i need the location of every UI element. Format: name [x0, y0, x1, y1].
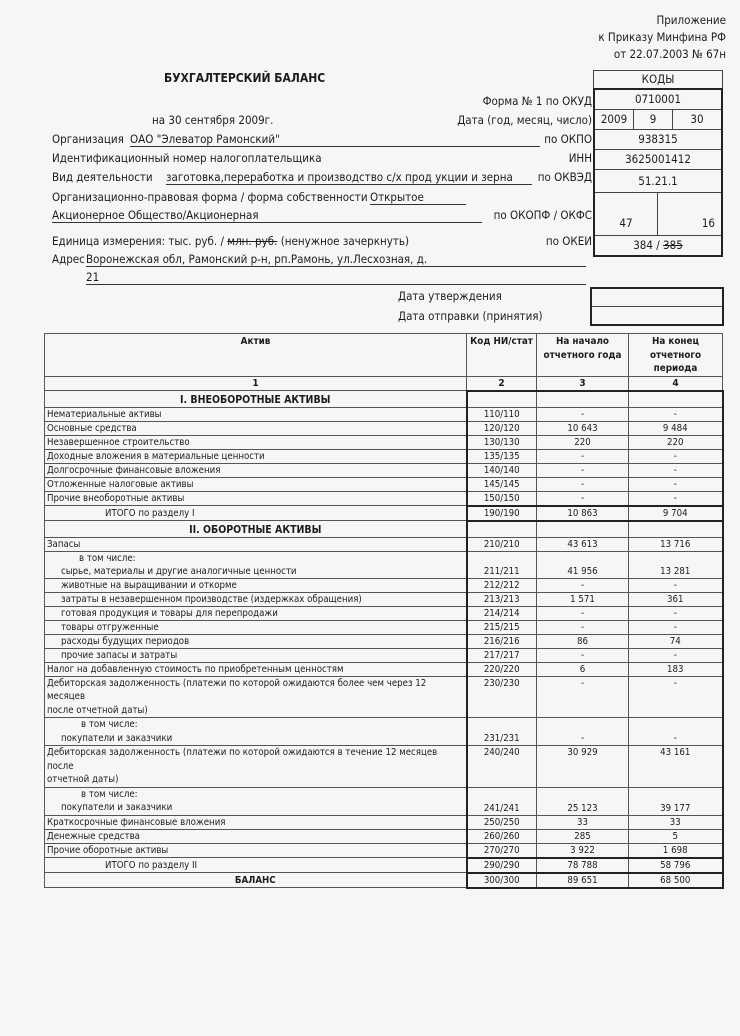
activity-value: заготовка,переработка и производство с/х прод укции и зерна [166, 170, 532, 185]
okud-label: Форма № 1 по ОКУД [482, 94, 592, 108]
inn-text: Идентификационный номер налогоплательщика [52, 151, 322, 165]
total-row-section-1: ИТОГО по разделу I 190/190 10 863 9 704 [45, 506, 723, 521]
codes-box [593, 88, 723, 257]
inn-label: ИНН [568, 151, 592, 165]
table-row: Дебиторская задолженность (платежи по которой ожидаются в течение 12 месяцев после отчетной даты) 240/240 30 929 43 161 [45, 746, 723, 788]
code-inn: 3625001412 [595, 150, 721, 170]
table-row: прочие запасы и затраты 217/217 - - [45, 648, 723, 662]
code-okved: 51.21.1 [595, 170, 721, 193]
header-end: На конец отчетного периода [629, 334, 723, 377]
sent-date-label: Дата отправки (принятия) [398, 309, 543, 323]
annex-line-2: к Приказу Минфина РФ [598, 30, 726, 44]
table-row: Денежные средства 260/260 285 5 [45, 829, 723, 843]
annex-line-3: от 22.07.2003 № 67н [613, 47, 726, 61]
address-value-1: Воронежская обл, Рамонский р-н, рп.Рамонь, ул.Лесхозная, д. [86, 252, 586, 267]
legal-form-value-1: Открытое [370, 190, 466, 205]
code-okopf: 47 [619, 216, 633, 230]
unit-label: Единица измерения: тыс. руб. / млн. руб. (ненужное зачеркнуть) [52, 234, 410, 248]
approval-date-label: Дата утверждения [398, 289, 502, 303]
table-row: Основные средства 120/120 10 643 9 484 [45, 421, 723, 435]
codes-header: КОДЫ [593, 70, 723, 89]
code-date [595, 110, 721, 130]
okopf-label: по ОКОПФ / ОКФС [493, 208, 592, 222]
table-row: животные на выращивании и откорме 212/212 - - [45, 578, 723, 592]
column-numbers: 1 2 3 4 [45, 376, 723, 391]
table-row: Краткосрочные финансовые вложения 250/250 33 33 [45, 815, 723, 829]
org-label: Организация [52, 132, 124, 146]
approval-date-value [592, 289, 722, 306]
code-day: 30 [672, 110, 721, 129]
balance-total-row: БАЛАНС 300/300 89 651 68 500 [45, 873, 723, 888]
okei-label: по ОКЕИ [545, 234, 592, 248]
header-start: На начало отчетного года [537, 334, 629, 377]
code-okopf-okfs [595, 193, 721, 236]
table-row: Нематериальные активы 110/110 - - [45, 407, 723, 421]
section-header: I. ВНЕОБОРОТНЫЕ АКТИВЫ [45, 391, 723, 408]
code-okfs: 16 [657, 193, 721, 235]
table-row: в том числе: [45, 551, 723, 565]
header-code: Код НИ/стат [467, 334, 537, 377]
code-okpo: 938315 [595, 130, 721, 150]
dates-box [590, 287, 724, 326]
legal-form-label: Организационно-правовая форма / форма собственности [52, 190, 368, 204]
okved-label: по ОКВЭД [537, 170, 592, 184]
section-header: II. ОБОРОТНЫЕ АКТИВЫ [45, 521, 723, 538]
table-row: затраты в незавершенном производстве (издержках обращения) 213/213 1 571 361 [45, 592, 723, 606]
annex-line-1: Приложение [656, 13, 726, 27]
table-row: в том числе: покупатели и заказчики 231/231 - - [45, 718, 723, 746]
table-header [45, 334, 723, 377]
table-row: готовая продукция и товары для перепродажи 214/214 - - [45, 606, 723, 620]
address-value-2: 21 [86, 270, 586, 285]
table-row: Прочие внеоборотные активы 150/150 - - [45, 491, 723, 506]
date-label: Дата (год, месяц, число) [457, 113, 592, 127]
legal-form-value-2: Акционерное Общество/Акционерная [52, 208, 482, 223]
okpo-label: по ОКПО [544, 132, 592, 146]
header-asset: Актив [45, 334, 467, 377]
code-month: 9 [633, 110, 672, 129]
table-row: Долгосрочные финансовые вложения 140/140 - - [45, 463, 723, 477]
table-row: Запасы 210/210 43 613 13 716 [45, 537, 723, 551]
balance-table [44, 333, 724, 889]
org-name: ОАО "Элеватор Рамонский" [130, 132, 540, 147]
table-row: расходы будущих периодов 216/216 86 74 [45, 634, 723, 648]
code-okei: 384 / 385 [633, 238, 683, 252]
annex-note [598, 12, 726, 63]
report-date: на 30 сентября 2009г. [152, 113, 274, 127]
page-title: БУХГАЛТЕРСКИЙ БАЛАНС [164, 71, 326, 85]
code-year: 2009 [600, 112, 628, 126]
table-row: Налог на добавленную стоимость по приобретенным ценностям 220/220 6 183 [45, 662, 723, 676]
address-label: Адрес [52, 252, 85, 266]
table-row: Дебиторская задолженность (платежи по которой ожидаются более чем через 12 месяцев после отчетной даты) 230/230 - - [45, 676, 723, 718]
code-okud: 0710001 [595, 90, 721, 110]
table-row: сырье, материалы и другие аналогичные ценности 211/211 41 956 13 281 [45, 565, 723, 579]
table-row: Незавершенное строительство 130/130 220 220 [45, 435, 723, 449]
table-row: Отложенные налоговые активы 145/145 - - [45, 477, 723, 491]
table-row: Прочие оборотные активы 270/270 3 922 1 698 [45, 843, 723, 858]
table-row: Доходные вложения в материальные ценности 135/135 - - [45, 449, 723, 463]
activity-label: Вид деятельности [52, 170, 153, 184]
sent-date-value [592, 306, 722, 324]
total-row-section-2: ИТОГО по разделу II 290/290 78 788 58 796 [45, 858, 723, 873]
table-row: в том числе: покупатели и заказчики 241/241 25 123 39 177 [45, 787, 723, 815]
table-row: товары отгруженные 215/215 - - [45, 620, 723, 634]
